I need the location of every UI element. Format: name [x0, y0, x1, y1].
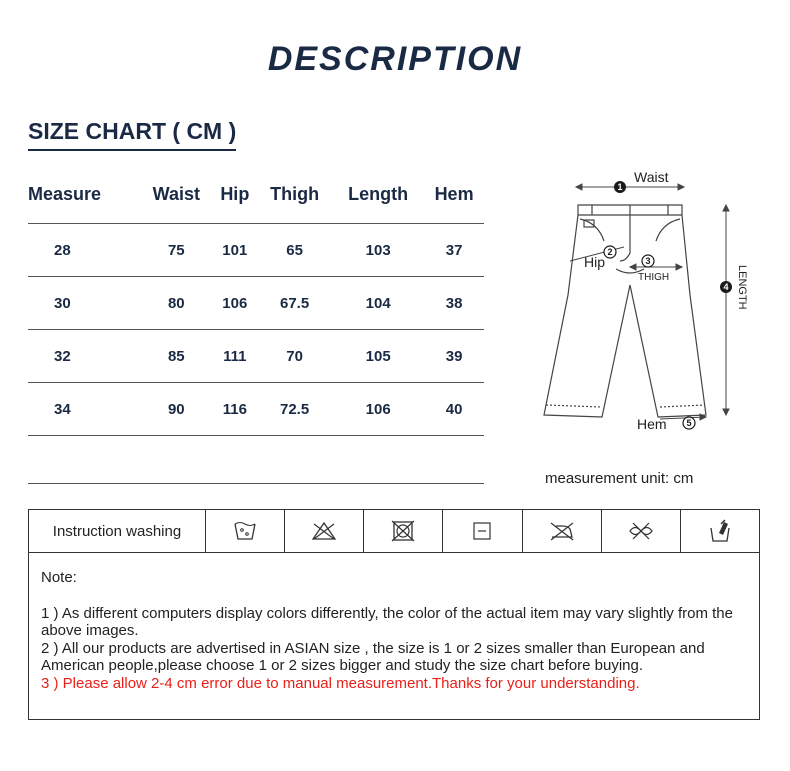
- waist-label: Waist: [634, 169, 669, 185]
- table-cell: 90: [140, 383, 213, 436]
- size-table: [28, 165, 484, 436]
- hang-dry-icon: [707, 518, 733, 544]
- hand-wash-icon: [232, 519, 258, 543]
- table-cell: 106: [332, 383, 424, 436]
- table-cell: 30: [28, 277, 140, 330]
- table-cell: 65: [257, 224, 332, 277]
- badge-5: 5: [686, 418, 692, 428]
- wash-cell: [206, 510, 285, 552]
- badge-3: 3: [645, 256, 651, 266]
- note-line-2: 2 ) All our products are advertised in ASIAN size , the size is 1 or 2 sizes smaller than European and American people,please choose 1 or 2 sizes bigger and study the size chart before buying.: [41, 639, 705, 674]
- washing-label: Instruction washing: [29, 510, 206, 552]
- pants-outline: [544, 215, 706, 417]
- header-measure: Measure: [28, 165, 140, 224]
- table-cell: 80: [140, 277, 213, 330]
- hip-label: Hip: [584, 254, 606, 270]
- badge-2: 2: [607, 247, 613, 257]
- pants-diagram: [530, 165, 780, 440]
- table-cell: 104: [332, 277, 424, 330]
- wash-cell: [523, 510, 602, 552]
- note-line-1: 1 ) As different computers display colors differently, the color of the actual item may vary slightly from the above images.: [41, 604, 733, 639]
- wash-cell: [364, 510, 443, 552]
- no-bleach-icon: [310, 520, 338, 542]
- table-cell: 34: [28, 383, 140, 436]
- table-cell: 28: [28, 224, 140, 277]
- header-hem: Hem: [424, 165, 484, 224]
- table-row: [28, 330, 484, 383]
- header-hip: Hip: [213, 165, 257, 224]
- no-dry-clean-icon: [626, 520, 656, 542]
- no-iron-icon: [548, 520, 576, 542]
- table-cell: 40: [424, 383, 484, 436]
- note-line-3: 3 ) Please allow 2-4 cm error due to manual measurement.Thanks for your understanding.: [41, 674, 640, 692]
- header-length: Length: [332, 165, 424, 224]
- table-cell: 39: [424, 330, 484, 383]
- wash-cell: [681, 510, 759, 552]
- header-thigh: Thigh: [257, 165, 332, 224]
- thigh-label: THIGH: [638, 272, 670, 283]
- table-row: [28, 383, 484, 436]
- badge-1: 1: [617, 182, 623, 192]
- table-cell: 70: [257, 330, 332, 383]
- table-cell: 106: [213, 277, 257, 330]
- table-cell: 101: [213, 224, 257, 277]
- hem-label: Hem: [637, 416, 667, 432]
- notes-box: [28, 553, 760, 720]
- note-title: Note:: [41, 569, 77, 586]
- wash-cell: [602, 510, 681, 552]
- table-cell: 85: [140, 330, 213, 383]
- table-cell: 67.5: [257, 277, 332, 330]
- table-cell: 75: [140, 224, 213, 277]
- table-cell: 72.5: [257, 383, 332, 436]
- wash-cell: [285, 510, 364, 552]
- measurement-unit: measurement unit: cm: [545, 470, 694, 487]
- page-title: DESCRIPTION: [267, 40, 523, 78]
- length-label: LENGTH: [736, 265, 748, 310]
- wash-cell: [443, 510, 522, 552]
- washing-instructions: [28, 509, 760, 553]
- badge-4: 4: [723, 282, 729, 292]
- table-cell: 32: [28, 330, 140, 383]
- table-row: [28, 224, 484, 277]
- table-cell: 37: [424, 224, 484, 277]
- no-tumble-dry-icon: [390, 519, 416, 543]
- dry-flat-icon: [471, 520, 493, 542]
- table-cell: 103: [332, 224, 424, 277]
- divider-line: [28, 483, 484, 484]
- table-cell: 111: [213, 330, 257, 383]
- size-chart-title: SIZE CHART ( CM ): [28, 118, 236, 151]
- table-row: [28, 277, 484, 330]
- table-cell: 38: [424, 277, 484, 330]
- table-cell: 116: [213, 383, 257, 436]
- table-cell: 105: [332, 330, 424, 383]
- header-waist: Waist: [140, 165, 213, 224]
- table-header-row: [28, 165, 484, 224]
